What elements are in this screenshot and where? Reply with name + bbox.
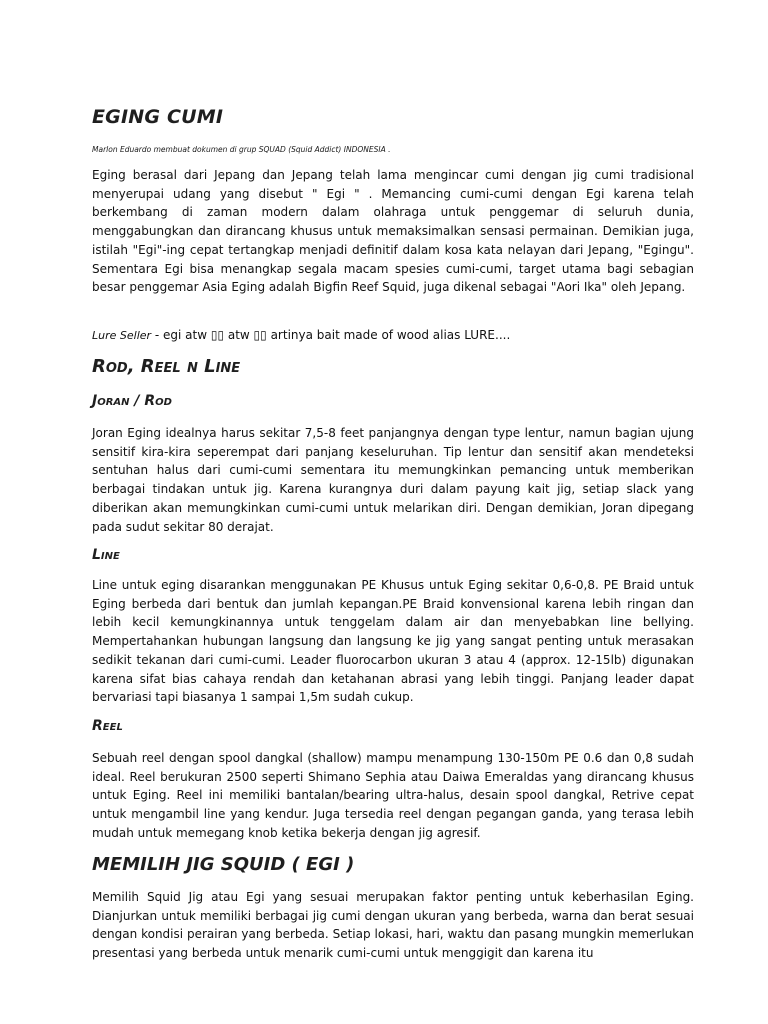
- document-byline: Marlon Eduardo membuat dokumen di grup SQUAD (Squid Addict) INDONESIA .: [92, 145, 391, 154]
- line-paragraph: Line untuk eging disarankan menggunakan PE Khusus untuk Eging sekitar 0,6-0,8. PE Braid untuk Eging berbeda dari bentuk dan jumlah kepangan.PE Braid konvensional karena lebih ringan dan lebih kecil kemungkinannya untuk tenggelam dalam air dan menyebabkan line bellying. Mempertahankan hubungan langsung dan langsung ke jig yang sangat penting untuk merasakan sedikit tekanan dari cumi-cumi. Leader fluorocarbon ukuran 3 atau 4 (approx. 12-15lb) digunakan karena sifat bias cahaya rendah dan ketahanan abrasi yang lebih tinggi. Panjang leader dapat bervariasi tapi biasanya 1 sampai 1,5m sudah cukup.: [92, 578, 694, 705]
- lure-text: - egi atw ▯▯ atw ▯▯ artinya bait made of wood alias LURE....: [151, 328, 511, 342]
- section-heading-rod-reel-line: Rod, Reel n Line: [92, 356, 241, 377]
- section-heading-memilih-jig: MEMILIH JIG SQUID ( EGI ): [92, 854, 355, 875]
- memilih-paragraph: Memilih Squid Jig atau Egi yang sesuai merupakan faktor penting untuk keberhasilan Eging. Dianjurkan untuk memiliki berbagai jig cumi dengan ukuran yang berbeda, warna dan berat sesuai dengan kondisi perairan yang berbeda. Setiap lokasi, hari, waktu dan pasang mungkin memerlukan presentasi yang berbeda untuk menarik cumi-cumi untuk menggigit dan karena itu: [92, 890, 694, 961]
- subheading-reel: Reel: [92, 718, 123, 734]
- subheading-joran: Joran / Rod: [92, 393, 172, 409]
- lure-note: [92, 326, 510, 345]
- joran-paragraph: Joran Eging idealnya harus sekitar 7,5-8 feet panjangnya dengan type lentur, namun bagian ujung sensitif kira-kira seperempat dari panjang keseluruhan. Tip lentur dan sensitif akan mendeteksi sentuhan halus dari cumi-cumi sementara itu memungkinkan pemancing untuk memberikan berbagai tindakan untuk jig. Karena kurangnya duri dalam payung kait jig, setiap slack yang diberikan akan memungkinkan cumi-cumi untuk melarikan diri. Dengan demikian, Joran dipegang pada sudut sekitar 80 derajat.: [92, 426, 694, 534]
- intro-paragraph: Eging berasal dari Jepang dan Jepang telah lama mengincar cumi dengan jig cumi tradisional menyerupai udang yang disebut " Egi " . Memancing cumi-cumi dengan Egi karena telah berkembang di zaman modern dalam olahraga untuk penggemar di seluruh dunia, menggabungkan dan dirancang khusus untuk memaksimalkan sensasi permainan. Demikian juga, istilah "Egi"-ing cepat tertangkap menjadi definitif dalam kosa kata nelayan dari Jepang, "Egingu". Sementara Egi bisa menangkap segala macam spesies cumi-cumi, target utama bagi sebagian besar penggemar Asia Eging adalah Bigfin Reef Squid, juga dikenal sebagai "Aori Ika" oleh Jepang.: [92, 168, 694, 295]
- reel-paragraph: Sebuah reel dengan spool dangkal (shallow) mampu menampung 130-150m PE 0.6 dan 0,8 sudah ideal. Reel berukuran 2500 seperti Shimano Sephia atau Daiwa Emeraldas yang dirancang khusus untuk Eging. Reel ini memiliki bantalan/bearing ultra-halus, desain spool dangkal, Retrive cepat untuk mengambil line yang kendur. Juga tersedia reel dengan pegangan ganda, yang terasa lebih mudah untuk memegang knob ketika bekerja dengan jig agresif.: [92, 751, 694, 840]
- document-title: EGING CUMI: [92, 106, 224, 128]
- subheading-line: Line: [92, 547, 120, 563]
- lure-label: Lure Seller: [92, 329, 152, 342]
